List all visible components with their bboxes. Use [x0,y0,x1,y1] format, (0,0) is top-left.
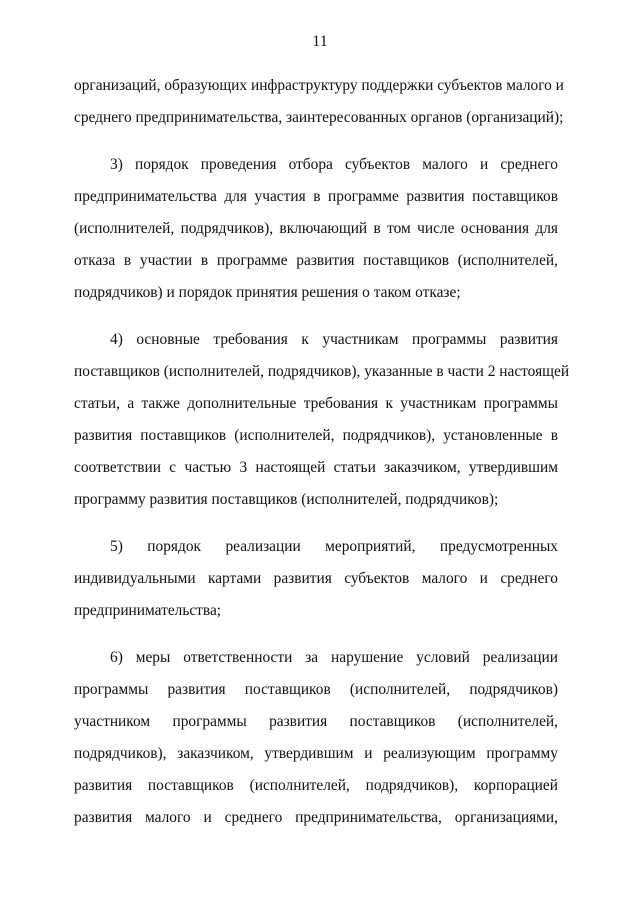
text-line: 3) порядок проведения отбора субъектов малого и среднего [110,156,558,173]
text-line: развития поставщиков (исполнителей, подрядчиков), корпорацией [74,777,558,794]
page-number: 11 [312,33,328,50]
text-line: индивидуальными картами развития субъектов малого и среднего [74,570,558,587]
text-line: поставщиков (исполнителей, подрядчиков), указанные в части 2 настоящей [74,363,570,380]
paragraph-item-5 [74,531,558,627]
text-line: соответствии с частью 3 настоящей статьи заказчиком, утвердившим [74,459,558,476]
text-line: подрядчиков), заказчиком, утвердившим и реализующим программу [74,745,558,762]
text-line: 4) основные требования к участникам программы развития [110,331,558,348]
paragraph-item-4 [74,324,570,516]
document-body [74,70,570,834]
text-line: программу развития поставщиков (исполнителей, подрядчиков); [74,491,499,508]
text-line: участником программы развития поставщиков (исполнителей, [74,713,558,730]
text-line: (исполнителей, подрядчиков), включающий в том числе основания для [74,220,558,237]
text-line: статьи, а также дополнительные требования к участникам программы [74,395,558,412]
text-line: программы развития поставщиков (исполнителей, подрядчиков) [74,681,558,698]
text-line: развития малого и среднего предпринимательства, организациями, [74,809,558,826]
text-line: 6) меры ответственности за нарушение условий реализации [110,649,558,666]
text-line: предпринимательства; [74,602,222,619]
text-line: развития поставщиков (исполнителей, подрядчиков), установленные в [74,427,558,444]
paragraph-item-6 [74,642,558,834]
text-line: подрядчиков) и порядок принятия решения о таком отказе; [74,284,461,301]
paragraph-continuation [74,70,564,134]
text-line: отказа в участии в программе развития поставщиков (исполнителей, [74,252,558,269]
text-line: организаций, образующих инфраструктуру поддержки субъектов малого и [74,77,564,94]
paragraph-item-3 [74,149,558,309]
text-line: среднего предпринимательства, заинтересованных органов (организаций); [74,109,564,126]
text-line: предпринимательства для участия в программе развития поставщиков [74,188,558,205]
text-line: 5) порядок реализации мероприятий, предусмотренных [110,538,558,555]
